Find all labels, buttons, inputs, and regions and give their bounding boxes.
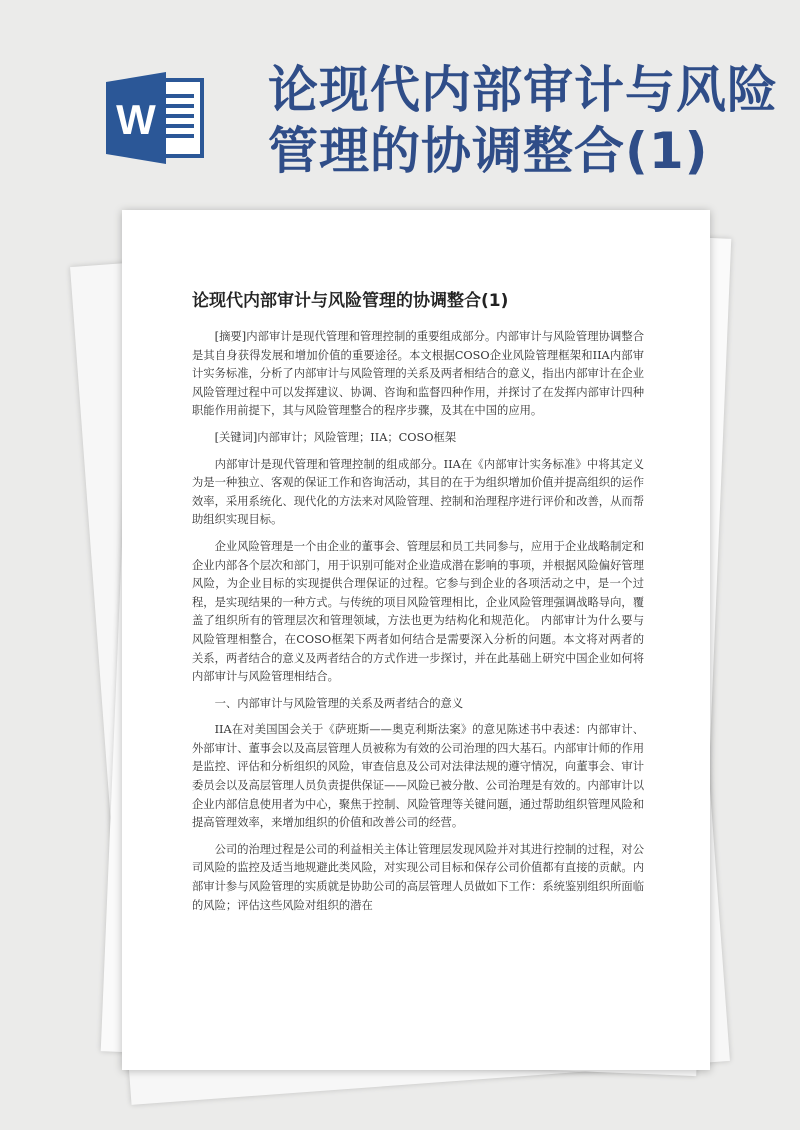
word-icon-letter: W <box>116 96 156 143</box>
banner-title-line1: 论现代内部审计与风险 <box>268 61 778 119</box>
banner-title-line2: 管理的协调整合(1) <box>268 122 709 180</box>
section-heading: 一、内部审计与风险管理的关系及两者结合的意义 <box>214 696 464 710</box>
body-paragraph: 内部审计是现代管理和管理控制的组成部分。IIA在《内部审计实务标准》中将其定义为是一种独立、客观的保证工作和咨询活动，其目的在于为组织增加价值并提高组织的运作效率，采用系统化、现代化的方法来对风险管理、控制和治理程序进行评价和改善，从而帮助组织实现目标。 <box>192 457 644 527</box>
document-page <box>122 210 710 1070</box>
word-document-icon <box>104 68 204 168</box>
document-body <box>192 328 644 923</box>
keywords-paragraph: [关键词]内部审计；风险管理；IIA；COSO框架 <box>214 430 457 444</box>
body-paragraph: 公司的治理过程是公司的利益相关主体让管理层发现风险并对其进行控制的过程，对公司风险的监控及适当地规避此类风险，对实现公司目标和保存公司价值都有直接的贡献。内部审计参与风险管理的实质就是协助公司的高层管理人员做如下工作：系统鉴别组织所面临的风险；评估这些风险对组织的潜在 <box>192 842 644 912</box>
body-paragraph: 企业风险管理是一个由企业的董事会、管理层和员工共同参与，应用于企业战略制定和企业内部各个层次和部门，用于识别可能对企业造成潜在影响的事项，并根据风险偏好管理风险，为企业目标的实现提供合理保证的过程。它参与到企业的各项活动之中，是一个过程，是实现结果的一种方式。与传统的项目风险管理相比，企业风险管理强调战略导向，覆盖了组织所有的管理层次和管理领域，方法也更为结构化和规范化。 内部审计为什么要与风险管理相整合，在COSO框架下两者如何结合是需要深入分析的问题。本文将对两者的关系，两者结合的意义及两者结合的方式作进一步探讨，并在此基础上研究中国企业如何将内部审计与风险管理相结合。 <box>192 539 644 684</box>
banner-title <box>268 60 788 182</box>
abstract-paragraph: [摘要]内部审计是现代管理和管理控制的重要组成部分。内部审计与风险管理协调整合是其自身获得发展和增加价值的重要途径。本文根据COSO企业风险管理框架和IIA内部审计实务标准，分析了内部审计与风险管理的关系及两者相结合的意义，指出内部审计在企业风险管理过程中可以发挥建议、协调、咨询和监督四种作用，并探讨了在发挥内部审计四种职能作用前提下，其与风险管理整合的程序步骤，及其在中国的应用。 <box>192 330 644 418</box>
document-title: 论现代内部审计与风险管理的协调整合(1) <box>192 291 509 311</box>
body-paragraph: IIA在对美国国会关于《萨班斯——奥克利斯法案》的意见陈述书中表述：内部审计、外部审计、董事会以及高层管理人员被称为有效的公司治理的四大基石。内部审计师的作用是监控、评估和分析组织的风险，审查信息及公司对法律法规的遵守情况，向董事会、审计委员会以及高层管理人员负责提供保证——风险已被分散、公司治理是有效的。内部审计以企业内部信息使用者为中心，聚焦于控制、风险管理等关键问题，通过帮助组织管理风险和提高管理效率，来增加组织的价值和改善公司的经营。 <box>192 723 644 830</box>
